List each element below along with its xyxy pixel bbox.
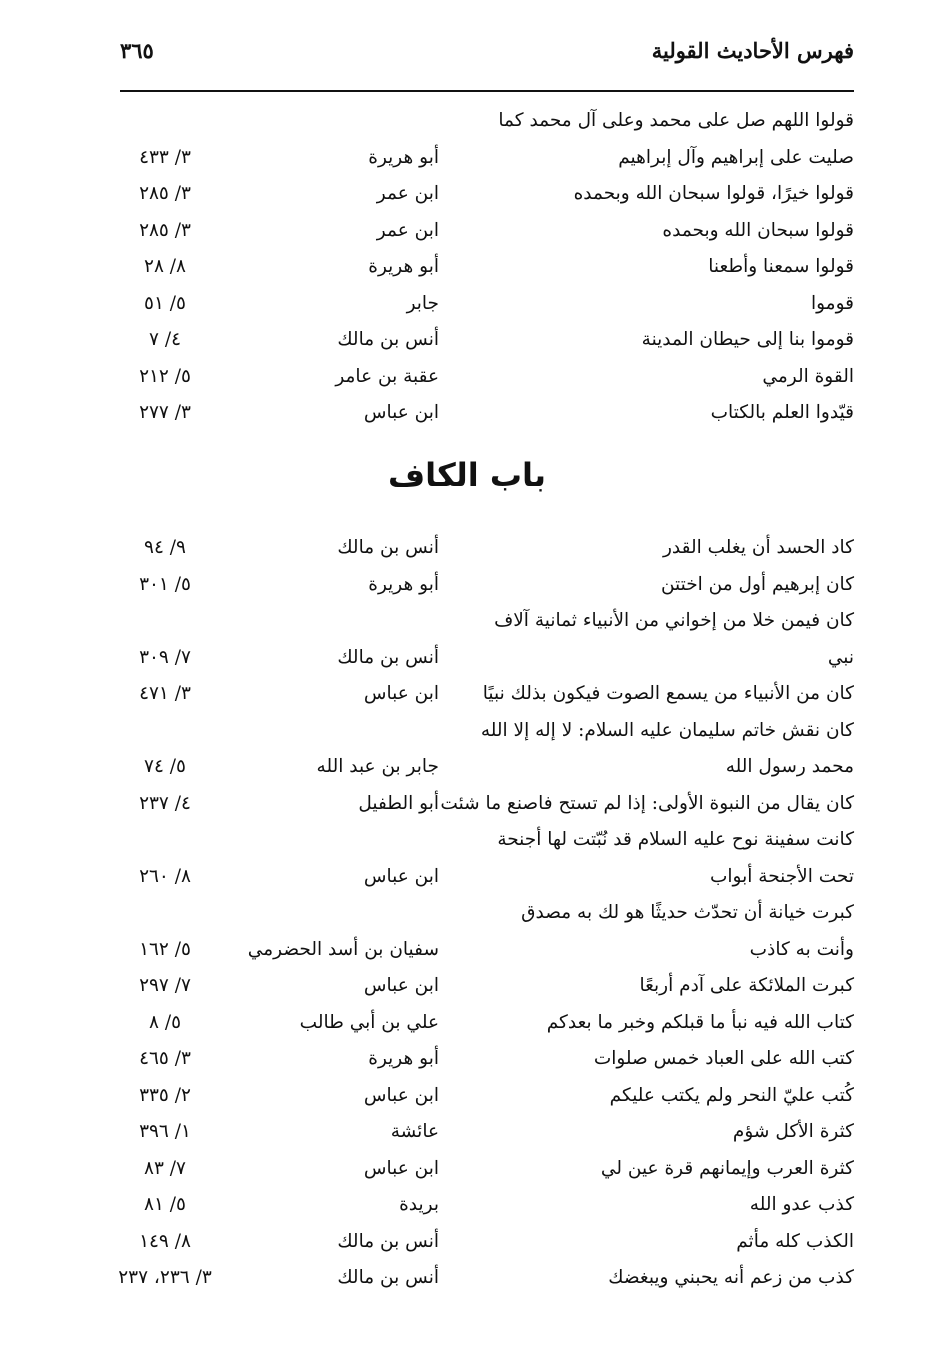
- hadith-text: كان فيمن خلا من إخواني من الأنبياء ثمانية آلاف: [494, 610, 854, 631]
- hadith-text: كان نقش خاتم سليمان عليه السلام: لا إله إلا الله: [480, 719, 854, 741]
- hadith-text: كتاب الله فيه نبأ ما قبلكم وخبر ما بعدكم: [546, 1011, 854, 1033]
- volume-page-ref: ٥/ ٧٤: [144, 756, 186, 777]
- hadith-text: كتب الله على العباد خمس صلوات: [593, 1048, 854, 1069]
- volume-page-ref: ٩/ ٩٤: [144, 537, 186, 558]
- section-heading: باب الكاف: [387, 456, 547, 494]
- hadith-text: تحت الأجنحة أبواب: [710, 865, 854, 887]
- narrator-name: أنس بن مالك: [337, 329, 439, 350]
- index-row: [105, 1044, 854, 1081]
- volume-page-ref: ٥/ ٥١: [144, 292, 186, 314]
- volume-page-ref: ٢/ ٣٣٥: [139, 1084, 191, 1106]
- volume-page-ref: ٥/ ٢١٢: [139, 365, 191, 387]
- narrator-name: أبو هريرة: [368, 146, 439, 168]
- hadith-text: قوموا: [810, 292, 854, 314]
- hadith-text: كان يقال من النبوة الأولى: إذا لم تستح فاصنع ما شئت: [440, 792, 854, 814]
- narrator-name: أبو هريرة: [368, 1048, 439, 1069]
- volume-page-ref: ٣/ ٤٦٥: [139, 1048, 191, 1069]
- volume-page-ref: ٧/ ٨٣: [144, 1157, 186, 1179]
- index-row: [105, 1081, 854, 1118]
- index-row: [105, 789, 854, 826]
- narrator-name: عقبة بن عامر: [335, 365, 439, 387]
- narrator-name: ابن عمر: [376, 219, 439, 241]
- index-row: [105, 1008, 854, 1045]
- hadith-text: قيّدوا العلم بالكتاب: [710, 402, 854, 423]
- narrator-name: أبو هريرة: [368, 573, 439, 595]
- index-row: [105, 898, 854, 935]
- volume-page-ref: ٧/ ٢٩٧: [139, 975, 191, 996]
- page-number: ٣٦٥: [120, 38, 154, 63]
- index-row: [105, 106, 854, 143]
- index-row: [105, 679, 854, 716]
- index-row: [105, 1227, 854, 1264]
- hadith-text: صليت على إبراهيم وآل إبراهيم: [618, 146, 854, 168]
- narrator-name: ابن عمر: [376, 183, 439, 204]
- volume-page-ref: ٣/ ٢٧٧: [139, 402, 191, 423]
- hadith-text: قولوا سمعنا وأطعنا: [708, 256, 854, 277]
- index-row: [105, 1263, 854, 1300]
- hadith-text: قولوا سبحان الله وبحمده: [662, 219, 854, 241]
- narrator-name: ابن عباس: [363, 975, 439, 996]
- narrator-name: أبو الطفيل: [358, 792, 439, 814]
- index-row: [105, 533, 854, 570]
- running-header: [120, 38, 854, 78]
- hadith-text: كثرة الأكل شؤم: [732, 1121, 854, 1142]
- narrator-name: جابر: [406, 292, 439, 314]
- hadith-text: قولوا اللهم صل على محمد وعلى آل محمد كما: [498, 110, 854, 131]
- volume-page-ref: ٤/ ٧: [149, 329, 181, 350]
- hadith-text: كبرت الملائكة على آدم أربعًا: [639, 975, 854, 996]
- index-row: [105, 1117, 854, 1154]
- index-row: [105, 606, 854, 643]
- volume-page-ref: ٧/ ٣٠٩: [139, 646, 191, 668]
- index-row: [105, 643, 854, 680]
- volume-page-ref: ١/ ٣٩٦: [139, 1121, 191, 1142]
- volume-page-ref: ٥/ ١٦٢: [139, 938, 191, 960]
- narrator-name: بريدة: [399, 1194, 439, 1215]
- hadith-text: كثرة العرب وإيمانهم قرة عين لي: [600, 1157, 854, 1179]
- hadith-index-list-qaf: [105, 106, 854, 435]
- hadith-text: كذب عدو الله: [749, 1194, 854, 1215]
- hadith-text: محمد رسول الله: [725, 756, 854, 777]
- hadith-text: كانت سفينة نوح عليه السلام قد نُبّتت لها أجنحة: [497, 829, 854, 850]
- narrator-name: جابر بن عبد الله: [316, 756, 439, 777]
- volume-page-ref: ٨/ ١٤٩: [139, 1230, 191, 1252]
- index-row: [105, 716, 854, 753]
- hadith-text: كبرت خيانة أن تحدّث حديثًا هو لك به مصدق: [521, 902, 854, 923]
- narrator-name: عائشة: [390, 1121, 439, 1142]
- hadith-index-list-kaf: [105, 533, 854, 1300]
- narrator-name: أبو هريرة: [368, 256, 439, 277]
- narrator-name: ابن عباس: [363, 402, 439, 423]
- volume-page-ref: ٣/ ٢٨٥: [139, 219, 191, 241]
- hadith-text: قوموا بنا إلى حيطان المدينة: [641, 329, 854, 350]
- narrator-name: علي بن أبي طالب: [299, 1011, 439, 1033]
- volume-page-ref: ٣/ ٤٣٣: [139, 146, 191, 168]
- narrator-name: ابن عباس: [363, 865, 439, 887]
- volume-page-ref: ٤/ ٢٣٧: [139, 792, 191, 814]
- hadith-text: كذب من زعم أنه يحبني ويبغضك: [608, 1267, 854, 1288]
- narrator-name: ابن عباس: [363, 683, 439, 704]
- narrator-name: أنس بن مالك: [337, 1267, 439, 1288]
- narrator-name: ابن عباس: [363, 1157, 439, 1179]
- index-row: [105, 825, 854, 862]
- volume-page-ref: ٨/ ٢٦٠: [139, 865, 191, 887]
- index-row: [105, 862, 854, 899]
- volume-page-ref: ٣/ ٤٧١: [139, 683, 191, 704]
- index-row: [105, 1190, 854, 1227]
- header-title: فهرس الأحاديث القولية: [651, 38, 854, 63]
- index-row: [105, 935, 854, 972]
- hadith-text: نبي: [827, 646, 854, 668]
- header-rule: [120, 90, 854, 92]
- narrator-name: ابن عباس: [363, 1084, 439, 1106]
- index-row: [105, 289, 854, 326]
- hadith-text: كاد الحسد أن يغلب القدر: [662, 537, 854, 558]
- index-row: [105, 752, 854, 789]
- volume-page-ref: ٣/ ٢٨٥: [139, 183, 191, 204]
- volume-page-ref: ٥/ ٣٠١: [139, 573, 191, 595]
- volume-page-ref: ٣/ ٢٣٦، ٢٣٧: [118, 1267, 212, 1288]
- hadith-text: قولوا خيرًا، قولوا سبحان الله وبحمده: [573, 183, 854, 204]
- index-row: [105, 252, 854, 289]
- index-row: [105, 325, 854, 362]
- volume-page-ref: ٥/ ٨: [149, 1011, 181, 1033]
- volume-page-ref: ٨/ ٢٨: [144, 256, 186, 277]
- narrator-name: أنس بن مالك: [337, 537, 439, 558]
- index-row: [105, 971, 854, 1008]
- hadith-text: وأنت به كاذب: [749, 938, 854, 960]
- hadith-text: القوة الرمي: [762, 365, 854, 387]
- index-row: [105, 216, 854, 253]
- narrator-name: أنس بن مالك: [337, 646, 439, 668]
- index-row: [105, 179, 854, 216]
- index-row: [105, 398, 854, 435]
- index-row: [105, 1154, 854, 1191]
- hadith-text: كان إبرهيم أول من اختتن: [660, 573, 854, 595]
- index-row: [105, 362, 854, 399]
- narrator-name: أنس بن مالك: [337, 1230, 439, 1252]
- hadith-text: كان من الأنبياء من يسمع الصوت فيكون بذلك نبيًا: [482, 683, 854, 704]
- index-row: [105, 570, 854, 607]
- index-row: [105, 143, 854, 180]
- volume-page-ref: ٥/ ٨١: [144, 1194, 186, 1215]
- narrator-name: سفيان بن أسد الحضرمي: [247, 938, 439, 960]
- hadith-text: كُتب عليّ النحر ولم يكتب عليكم: [609, 1084, 854, 1106]
- hadith-text: الكذب كله مأثم: [736, 1230, 854, 1252]
